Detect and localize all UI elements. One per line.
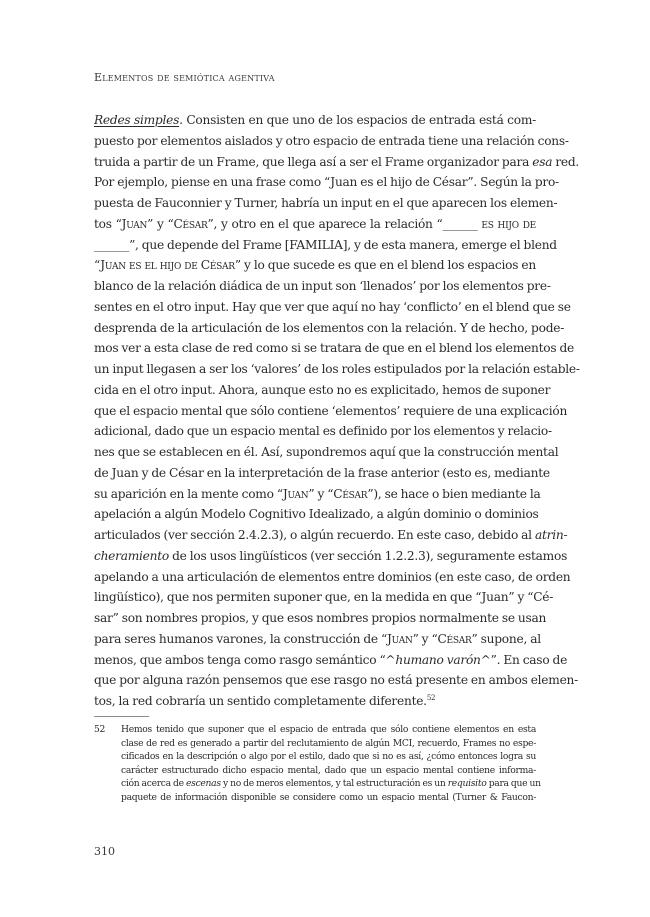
page-number: 310	[94, 845, 115, 858]
text-line: ______”, que depende del Frame [FAMILIA], y de esta manera, emerge el blend	[94, 237, 557, 252]
footnote-line: clase de red es generado a partir del reclutamiento de algún MCI, recuerdo, Frames no espe-	[121, 737, 536, 749]
footnote-reference[interactable]: 52	[426, 693, 436, 702]
text-line: puesta de Fauconnier y Turner, habría un input en el que aparecen los elemen-	[94, 196, 558, 210]
text-line: apelación a algún Modelo Cognitivo Idealizado, a algún dominio o dominios	[94, 507, 539, 522]
text-line: apelando a una articulación de elementos entre dominios (en este caso, de orden	[94, 569, 571, 584]
text-line: su aparición en la mente como “Juan” y “César”), se hace o bien mediante la	[94, 486, 541, 501]
text-line: nes que se establecen en él. Así, supondremos aquí que la construcción mental	[94, 445, 559, 459]
text-line: cheramiento de los usos lingüísticos (ver sección 1.2.2.3), seguramente estamos	[94, 548, 568, 563]
footnote-line: carácter estructurado dicho espacio mental, dado que un espacio mental contiene informa-	[121, 764, 536, 776]
text-line: tos “Juan” y “César”, y otro en el que aparece la relación “______ es hijo de	[94, 216, 536, 231]
text-line: lingüístico), que nos permiten suponer que, en la medida en que “Juan” y “Cé-	[94, 590, 554, 605]
text-line: un input llegasen a ser los ‘valores’ de los roles estipulados por la relación estable-	[94, 362, 580, 376]
text-line: mos ver a esta clase de red como si se tratara de que en el blend los elementos de	[94, 341, 574, 356]
text-line: Por ejemplo, piense en una frase como “Juan es el hijo de César”. Según la pro-	[94, 175, 559, 190]
text-line: que el espacio mental que sólo contiene ‘elementos’ requiere de una explicación	[94, 403, 568, 418]
text-line: que por alguna razón pensemos que ese rasgo no está presente en ambos elemen-	[94, 673, 579, 688]
text-line: adicional, dado que un espacio mental es definido por los elementos y relacio-	[94, 424, 552, 439]
text-line: cida en el otro input. Ahora, aunque esto no es explicitado, hemos de suponer	[94, 382, 551, 397]
footnote-line: cificados en la descripción o algo por el estilo, dado que si no es así, ¿cómo entonces logra su	[121, 751, 536, 762]
footnote	[94, 723, 541, 804]
section-lead: Redes simples	[94, 113, 180, 127]
text-line: puesto por elementos aislados y otro espacio de entrada tiene una relación cons-	[94, 133, 569, 148]
text-line: articulados (ver sección 2.4.2.3), o algún recuerdo. En este caso, debido al atrin-	[94, 528, 568, 542]
text-line: desprenda de la articulación de los elementos con la relación. Y de hecho, pode-	[94, 320, 565, 335]
text-line: sar” son nombres propios, y que esos nombres propios normalmente se usan	[94, 611, 547, 625]
footnote-line: 52 Hemos tenido que suponer que el espacio de entrada que sólo contiene elementos en esta	[94, 724, 536, 735]
text-line: menos, que ambos tenga como rasgo semántico “^humano varón^”. En caso de	[94, 652, 568, 667]
footnote-rule	[94, 716, 149, 717]
text-line: blanco de la relación diádica de un input son ‘llenados’ por los elementos pre-	[94, 279, 551, 293]
footnote-line: ción acerca de escenas y no de meros elementos, y tal estructuración es un requisito para que un	[121, 778, 541, 789]
running-head: Elementos de semiótica agentiva	[94, 71, 275, 84]
text-line: de Juan y de César en la interpretación de la frase anterior (esto es, mediante	[94, 465, 550, 480]
text-line: tos, la red cobraría un sentido completamente diferente.$^{52}$	[94, 693, 436, 708]
footnote-number: 52	[94, 724, 106, 735]
text-line: sentes en el otro input. Hay que ver que aquí no hay ‘conflicto’ en el blend que se	[94, 299, 571, 314]
footnote-line: paquete de información disponible se considere como un espacio mental (Turner & Faucon-	[121, 791, 536, 803]
text-line: “Juan es el hijo de César” y lo que sucede es que en el blend los espacios en	[94, 258, 536, 273]
text-line: truida a partir de un Frame, que llega así a ser el Frame organizador para esa red.	[94, 154, 580, 169]
body-paragraph	[94, 110, 580, 712]
text-line: para seres humanos varones, la construcción de “Juan” y “César” supone, al	[94, 631, 541, 646]
text-line: Redes simples. Consisten en que uno de los espacios de entrada está com-	[94, 113, 536, 127]
